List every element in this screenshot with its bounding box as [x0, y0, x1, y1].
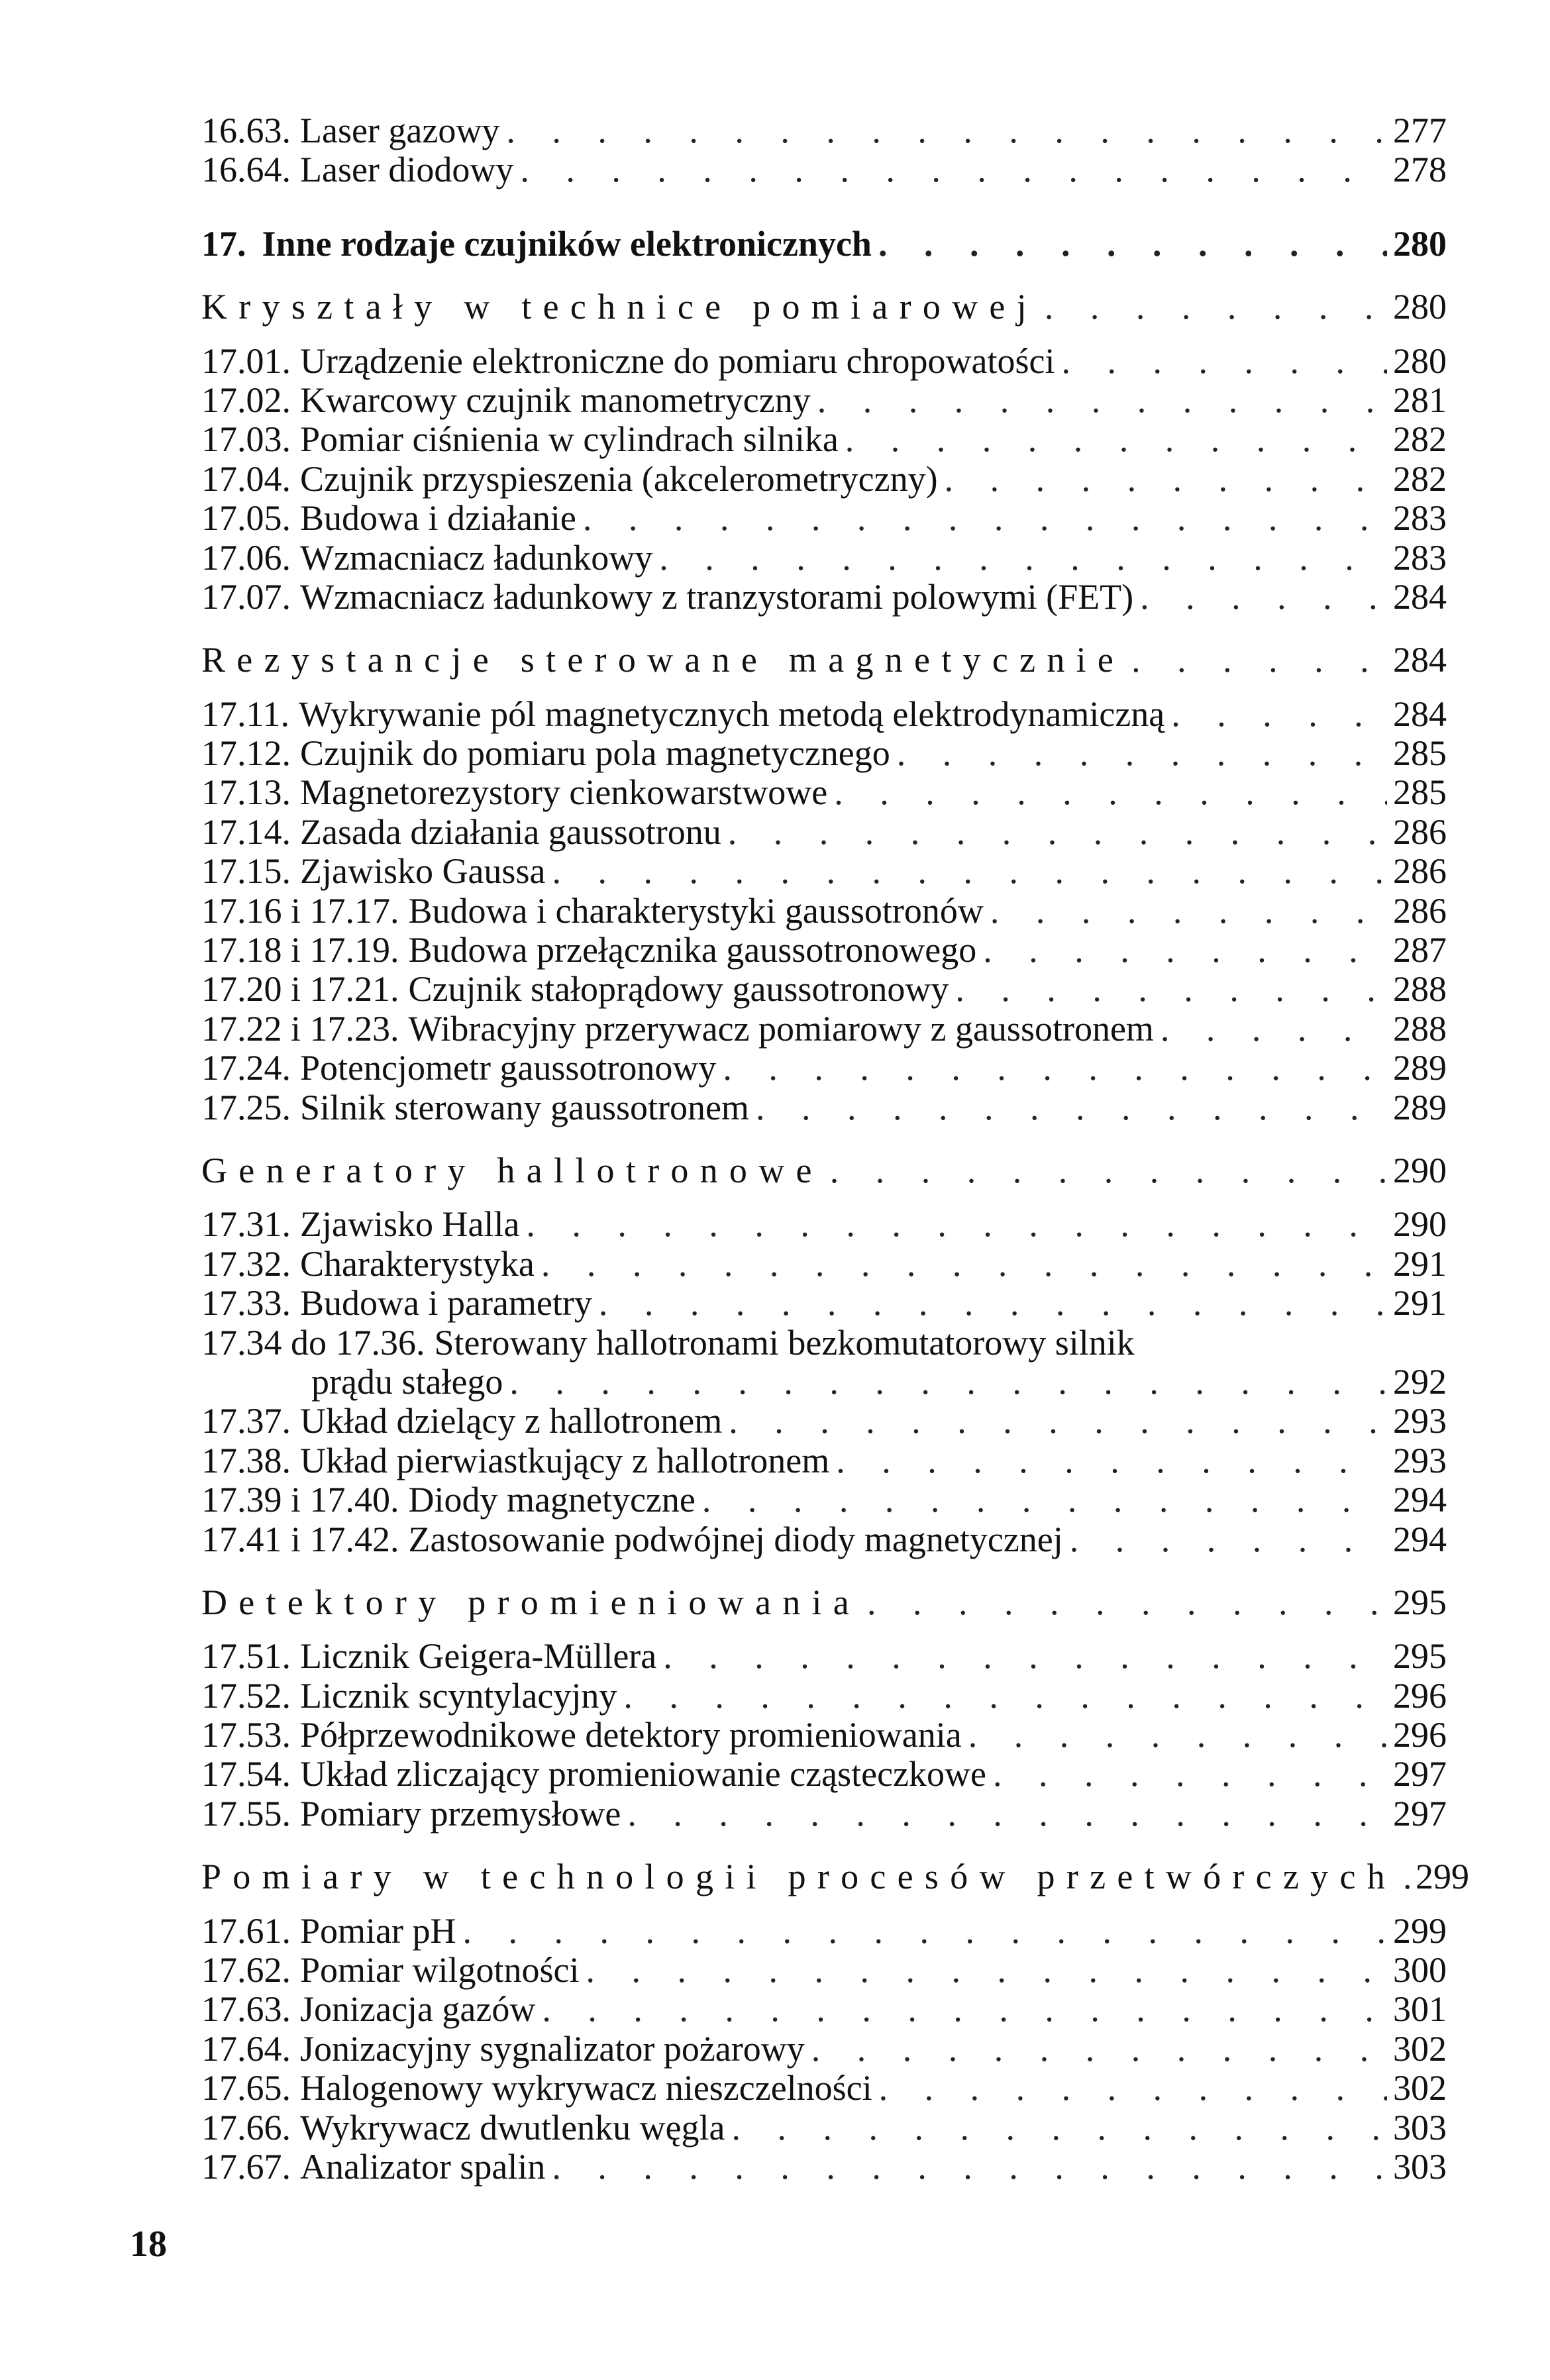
toc-entry	[201, 111, 1447, 150]
dot-leader	[1038, 287, 1387, 327]
toc-entry-label	[201, 287, 1038, 327]
toc-entry-number: 17.03.	[201, 419, 291, 460]
toc-entry-title: Rezystancje sterowane magnetycznie	[201, 640, 1125, 680]
dot-leader	[1164, 695, 1387, 734]
toc-entry-number: 17.16 i 17.17.	[201, 890, 399, 931]
toc-entry-label	[201, 111, 499, 150]
toc-entry	[201, 1284, 1447, 1323]
toc-entry-label	[201, 852, 545, 891]
toc-entry-title: Generatory hallotronowe	[201, 1150, 823, 1190]
dot-leader	[938, 460, 1387, 499]
toc-entry-page: 295	[1393, 1582, 1447, 1622]
toc-entry-page: 281	[1393, 380, 1447, 420]
toc-entry-label	[201, 1794, 621, 1834]
toc-entry-page: 283	[1393, 537, 1447, 578]
toc-entry-number: 17.11.	[201, 694, 289, 734]
toc-entry	[201, 2030, 1447, 2069]
toc-entry-page: 284	[1393, 576, 1447, 617]
toc-entry-number: 17.53.	[201, 1715, 291, 1755]
toc-entry	[201, 1245, 1447, 1284]
dot-leader	[545, 852, 1387, 891]
toc-entry-number: 17.62.	[201, 1950, 291, 1991]
toc-entry	[201, 892, 1447, 931]
toc-entry-page: 301	[1393, 1989, 1447, 2030]
toc-entry-page: 283	[1393, 498, 1447, 539]
toc-entry-label	[201, 381, 811, 420]
toc-entry-label	[201, 1245, 535, 1284]
toc-entry-page: 299	[1393, 1910, 1447, 1951]
toc-entry-title: Urządzenie elektroniczne do pomiaru chropowatości	[300, 340, 1055, 381]
toc-entry	[201, 1480, 1447, 1520]
toc-entry-title: Budowa i charakterystyki gaussotronów	[408, 890, 984, 931]
dot-leader	[652, 539, 1387, 578]
toc-entry-title: Wibracyjny przerywacz pomiarowy z gaussotronem	[408, 1008, 1154, 1049]
toc-entry-page: 295	[1393, 1636, 1447, 1677]
toc-entry-label	[201, 578, 1133, 617]
toc-entry-title: Silnik sterowany gaussotronem	[300, 1087, 749, 1127]
toc-entry-page: 285	[1393, 733, 1447, 774]
toc-entry-label	[201, 892, 984, 931]
toc-entry	[201, 1323, 1447, 1363]
toc-entry-page: 287	[1393, 930, 1447, 970]
toc-entry-title: Charakterystyka	[300, 1243, 535, 1284]
toc-entry-page: 303	[1393, 2146, 1447, 2187]
dot-leader	[592, 1284, 1387, 1323]
toc-entry-title: Wzmacniacz ładunkowy z tranzystorami polowymi (FET)	[300, 576, 1134, 617]
toc-entry-label	[201, 641, 1125, 680]
toc-entry-title: Pomiary w technologii procesów przetwórczych	[201, 1857, 1396, 1897]
toc-entry	[201, 852, 1447, 891]
toc-section-heading	[201, 287, 1447, 327]
toc-entry-label	[201, 2147, 545, 2187]
toc-entry-page: 303	[1393, 2107, 1447, 2147]
toc-entry	[201, 813, 1447, 852]
toc-entry-page: 286	[1393, 811, 1447, 852]
toc-entry-page: 302	[1393, 2068, 1447, 2108]
toc-entry-label	[201, 1912, 456, 1951]
toc-entry	[201, 150, 1447, 189]
toc-entry-label	[201, 1583, 860, 1622]
toc-entry	[201, 1441, 1447, 1480]
toc-entry-number: 17.04.	[201, 458, 291, 499]
dot-leader	[829, 1441, 1387, 1480]
toc-entry	[201, 460, 1447, 499]
toc-entry	[201, 381, 1447, 420]
toc-entry-page: 286	[1393, 851, 1447, 892]
dot-leader	[962, 1716, 1387, 1755]
toc-entry-label	[201, 1323, 1135, 1363]
toc-entry	[201, 342, 1447, 381]
toc-entry-label	[201, 813, 721, 852]
toc-entry-title: Magnetorezystory cienkowarstwowe	[300, 772, 828, 813]
dot-leader	[576, 499, 1387, 538]
toc-entry-number: 17.51.	[201, 1636, 291, 1677]
dot-leader	[721, 813, 1387, 852]
toc-entry-title: Budowa i parametry	[300, 1283, 592, 1323]
toc-entry-page: 277	[1393, 111, 1447, 150]
toc-entry-number: 17.39 i 17.40.	[201, 1480, 399, 1520]
toc-entry-number: 17.25.	[201, 1087, 291, 1127]
dot-leader	[716, 1049, 1387, 1088]
dot-leader	[535, 1990, 1387, 2029]
toc-entry-page: 296	[1393, 1715, 1447, 1755]
toc-entry	[201, 1912, 1447, 1951]
toc-entry-page: 289	[1393, 1087, 1447, 1127]
toc-entry-label	[201, 460, 938, 499]
toc-entry-page: 291	[1393, 1283, 1447, 1323]
dot-leader	[805, 2030, 1387, 2069]
toc-entry-label	[201, 499, 576, 538]
toc-entry	[201, 578, 1447, 617]
toc-entry	[201, 499, 1447, 538]
toc-section-heading	[201, 1151, 1447, 1190]
dot-leader	[823, 1151, 1387, 1190]
toc-entry-title: Potencjometr gaussotronowy	[300, 1048, 717, 1088]
toc-section-heading	[201, 1583, 1447, 1622]
toc-entry-title: Jonizacyjny sygnalizator pożarowy	[300, 2028, 805, 2069]
toc-entry-title: Zjawisko Gaussa	[300, 851, 546, 892]
dot-leader	[872, 225, 1387, 264]
toc-entry-page: 284	[1393, 694, 1447, 734]
toc-entry-label	[201, 1716, 962, 1755]
toc-entry-number: 17.31.	[201, 1204, 291, 1245]
toc-entry-label	[201, 420, 839, 459]
dot-leader	[513, 150, 1387, 189]
dot-leader	[519, 1205, 1387, 1244]
toc-entry-number: 17.05.	[201, 498, 291, 539]
dot-leader	[1154, 1009, 1387, 1049]
toc-entry-label	[201, 2069, 872, 2108]
toc-entry	[201, 1794, 1447, 1834]
dot-leader	[456, 1912, 1388, 1951]
toc-entry-title: Układ dzielący z hallotronem	[300, 1401, 723, 1441]
dot-leader	[545, 2147, 1387, 2187]
toc-entry	[201, 2108, 1447, 2147]
toc-entry-number: 17.13.	[201, 772, 291, 813]
toc-entry-page: 288	[1393, 969, 1447, 1009]
toc-entry-label	[201, 1755, 986, 1794]
toc-entry-label	[201, 539, 652, 578]
toc-entry-page: 290	[1393, 1150, 1447, 1190]
toc-entry-label	[201, 2030, 805, 2069]
toc-entry-title: Zjawisko Halla	[300, 1204, 520, 1245]
toc-entry-title: Pomiary przemysłowe	[300, 1793, 621, 1834]
toc-entry-page: 282	[1393, 419, 1447, 460]
toc-entry-title: Zasada działania gaussotronu	[300, 811, 721, 852]
toc-entry-page: 286	[1393, 890, 1447, 931]
toc-entry-number: 17.54.	[201, 1754, 291, 1794]
toc-entry-label	[201, 1284, 592, 1323]
dot-leader	[839, 420, 1387, 459]
toc-entry-label	[201, 1088, 749, 1127]
toc-entry-page: 282	[1393, 458, 1447, 499]
toc-entry-title: Sterowany hallotronami bezkomutatorowy silnik	[434, 1322, 1135, 1363]
toc-entry-title: Diody magnetyczne	[408, 1480, 696, 1520]
toc-entry	[201, 1520, 1447, 1559]
toc-entry-number: 17.66.	[201, 2107, 291, 2147]
toc-entry-title: Półprzewodnikowe detektory promieniowania	[300, 1715, 962, 1755]
toc-entry	[201, 539, 1447, 578]
toc-entry-page: 294	[1393, 1480, 1447, 1520]
dot-leader	[949, 970, 1387, 1009]
toc-entry-page: 293	[1393, 1401, 1447, 1441]
toc-entry	[201, 1951, 1447, 1990]
toc-entry-title: Pomiar pH	[300, 1910, 456, 1951]
toc-entry-title: Budowa i działanie	[300, 498, 576, 539]
toc-entry-title: Pomiar ciśnienia w cylindrach silnika	[300, 419, 839, 460]
toc-entry-number: 17.	[201, 223, 246, 264]
toc-entry	[201, 1088, 1447, 1127]
toc-entry-label	[201, 1151, 823, 1190]
toc-entry-label	[201, 931, 976, 970]
dot-leader	[621, 1794, 1387, 1834]
toc-entry-title: Czujnik do pomiaru pola magnetycznego	[300, 733, 890, 774]
dot-leader	[656, 1637, 1387, 1676]
toc-entry	[201, 2069, 1447, 2108]
toc-entry-number: 17.52.	[201, 1675, 291, 1716]
toc-entry	[201, 1363, 1447, 1402]
toc-entry-page: 297	[1393, 1793, 1447, 1834]
toc-entry-number: 17.34 do 17.36.	[201, 1322, 425, 1363]
toc-entry	[201, 2147, 1447, 2187]
toc-entry-page: 299	[1416, 1857, 1469, 1897]
toc-entry-number: 17.06.	[201, 537, 291, 578]
toc-entry-title: Pomiar wilgotności	[300, 1950, 580, 1991]
toc-entry-page: 300	[1393, 1950, 1447, 1991]
toc-entry-number: 17.67.	[201, 2146, 291, 2187]
toc-entry-number: 17.01.	[201, 340, 291, 381]
toc-entry-number: 17.20 i 17.21.	[201, 969, 399, 1009]
table-of-contents	[201, 111, 1469, 2187]
toc-entry-title: Detektory promieniowania	[201, 1582, 861, 1622]
toc-entry-label	[201, 1009, 1154, 1049]
dot-leader	[976, 931, 1387, 970]
toc-entry	[201, 695, 1447, 734]
toc-entry-label	[201, 1637, 656, 1676]
toc-entry-page: 290	[1393, 1204, 1447, 1245]
dot-leader	[617, 1677, 1387, 1716]
toc-entry-title: Jonizacja gazów	[300, 1989, 536, 2030]
dot-leader	[860, 1583, 1387, 1622]
toc-entry-page: 291	[1393, 1243, 1447, 1284]
dot-leader	[579, 1951, 1387, 1990]
toc-entry	[201, 1990, 1447, 2029]
toc-entry-title: Licznik scyntylacyjny	[300, 1675, 617, 1716]
toc-entry	[201, 1677, 1447, 1716]
toc-entry	[201, 1637, 1447, 1676]
toc-entry-page: 285	[1393, 772, 1447, 813]
toc-entry-number: 16.64.	[201, 150, 291, 190]
toc-entry-title: Licznik Geigera-Müllera	[300, 1636, 657, 1677]
toc-entry	[201, 1009, 1447, 1049]
toc-entry-number: 17.18 i 17.19.	[201, 930, 399, 970]
toc-entry-page: 278	[1393, 150, 1447, 190]
toc-entry-title: Wzmacniacz ładunkowy	[300, 537, 653, 578]
toc-entry-title: Układ zliczający promieniowanie cząsteczkowe	[300, 1754, 986, 1794]
dot-leader	[1396, 1857, 1410, 1896]
toc-entry-title: Laser diodowy	[300, 150, 514, 190]
toc-entry-label	[201, 695, 1164, 734]
toc-entry-title: Laser gazowy	[300, 111, 500, 150]
dot-leader	[872, 2069, 1387, 2108]
toc-entry-page: 296	[1393, 1675, 1447, 1716]
toc-entry-label	[201, 1951, 579, 1990]
toc-entry-number: 17.65.	[201, 2068, 291, 2108]
toc-entry	[201, 1205, 1447, 1244]
toc-entry-title: Halogenowy wykrywacz nieszczelności	[300, 2068, 872, 2108]
toc-entry-number: 17.55.	[201, 1793, 291, 1834]
toc-entry-number: 17.12.	[201, 733, 291, 774]
toc-entry-label	[201, 773, 827, 812]
toc-entry-label	[201, 1677, 617, 1716]
dot-leader	[749, 1088, 1387, 1127]
toc-entry-title: Czujnik stałoprądowy gaussotronowy	[408, 969, 949, 1009]
toc-entry-label	[201, 734, 890, 773]
dot-leader	[984, 892, 1387, 931]
toc-entry-number: 17.38.	[201, 1440, 291, 1480]
toc-entry-title: Kryształy w technice pomiarowej	[201, 287, 1038, 327]
dot-leader	[499, 111, 1387, 150]
toc-entry-page: 293	[1393, 1440, 1447, 1480]
dot-leader	[722, 1402, 1387, 1441]
toc-entry-label	[201, 1049, 716, 1088]
toc-entry-page: 284	[1393, 640, 1447, 680]
dot-leader	[1063, 1520, 1387, 1559]
dot-leader	[1125, 641, 1387, 680]
toc-entry	[201, 970, 1447, 1009]
dot-leader	[811, 381, 1387, 420]
toc-entry-label	[201, 225, 872, 264]
toc-entry-number: 17.22 i 17.23.	[201, 1008, 399, 1049]
toc-entry-page: 280	[1393, 223, 1447, 264]
dot-leader	[890, 734, 1387, 773]
toc-entry-number: 17.24.	[201, 1048, 291, 1088]
toc-entry-label	[201, 1205, 519, 1244]
toc-entry-page: 297	[1393, 1754, 1447, 1794]
dot-leader	[986, 1755, 1387, 1794]
toc-entry-number: 16.63.	[201, 111, 291, 150]
toc-entry-label	[201, 1520, 1063, 1559]
toc-entry-title: Wykrywacz dwutlenku węgla	[300, 2107, 725, 2147]
toc-entry-page: 289	[1393, 1048, 1447, 1088]
dot-leader	[535, 1245, 1387, 1284]
page-number: 18	[130, 2224, 167, 2265]
dot-leader	[696, 1480, 1387, 1520]
toc-entry	[201, 734, 1447, 773]
toc-entry-label	[201, 970, 949, 1009]
toc-entry	[201, 1716, 1447, 1755]
toc-entry-page: 302	[1393, 2028, 1447, 2069]
toc-entry-number: 17.41 i 17.42.	[201, 1519, 399, 1559]
toc-entry-title: Inne rodzaje czujników elektronicznych	[262, 223, 872, 264]
toc-entry-label	[201, 342, 1055, 381]
toc-entry-number: 17.33.	[201, 1283, 291, 1323]
toc-entry-number: 17.37.	[201, 1401, 291, 1441]
toc-entry-number: 17.61.	[201, 1910, 291, 1951]
dot-leader	[827, 773, 1387, 812]
toc-entry-number: 17.02.	[201, 380, 291, 420]
toc-entry-title: Wykrywanie pól magnetycznych metodą elektrodynamiczną	[299, 694, 1165, 734]
toc-entry-label	[201, 1441, 829, 1480]
toc-entry-number: 17.64.	[201, 2028, 291, 2069]
toc-entry-number: 17.63.	[201, 1989, 291, 2030]
toc-entry-number: 17.32.	[201, 1243, 291, 1284]
toc-entry-title: Analizator spalin	[300, 2146, 546, 2187]
toc-entry-page: 294	[1393, 1519, 1447, 1559]
toc-entry-label	[201, 150, 513, 189]
toc-entry-title: prądu stałego	[311, 1361, 503, 1402]
toc-entry	[201, 1402, 1447, 1441]
toc-entry-number: 17.07.	[201, 576, 291, 617]
toc-entry-page: 288	[1393, 1008, 1447, 1049]
dot-leader	[1055, 342, 1387, 381]
toc-entry-label	[201, 1990, 535, 2029]
toc-entry-number: 17.14.	[201, 811, 291, 852]
toc-chapter-heading	[201, 225, 1447, 264]
dot-leader	[725, 2108, 1387, 2147]
toc-entry-title: Czujnik przyspieszenia (akcelerometryczny)	[300, 458, 938, 499]
toc-entry	[201, 420, 1447, 459]
toc-entry-label	[201, 2108, 725, 2147]
toc-entry-page: 280	[1393, 340, 1447, 381]
toc-entry-label	[201, 1363, 503, 1402]
toc-entry	[201, 773, 1447, 812]
toc-entry-title: Zastosowanie podwójnej diody magnetycznej	[408, 1519, 1063, 1559]
toc-entry-label	[201, 1402, 722, 1441]
toc-entry-title: Budowa przełącznika gaussotronowego	[408, 930, 977, 970]
toc-section-heading	[201, 1857, 1469, 1897]
toc-entry	[201, 1755, 1447, 1794]
toc-entry-page: 292	[1393, 1361, 1447, 1402]
toc-entry-title: Układ pierwiastkujący z hallotronem	[300, 1440, 830, 1480]
toc-entry-label	[201, 1857, 1396, 1896]
toc-section-heading	[201, 641, 1447, 680]
toc-entry-number: 17.15.	[201, 851, 291, 892]
dot-leader	[1133, 578, 1387, 617]
toc-entry-label	[201, 1480, 696, 1520]
dot-leader	[503, 1363, 1387, 1402]
toc-entry-page: 280	[1393, 287, 1447, 327]
toc-entry	[201, 1049, 1447, 1088]
toc-entry	[201, 931, 1447, 970]
toc-entry-title: Kwarcowy czujnik manometryczny	[300, 380, 811, 420]
